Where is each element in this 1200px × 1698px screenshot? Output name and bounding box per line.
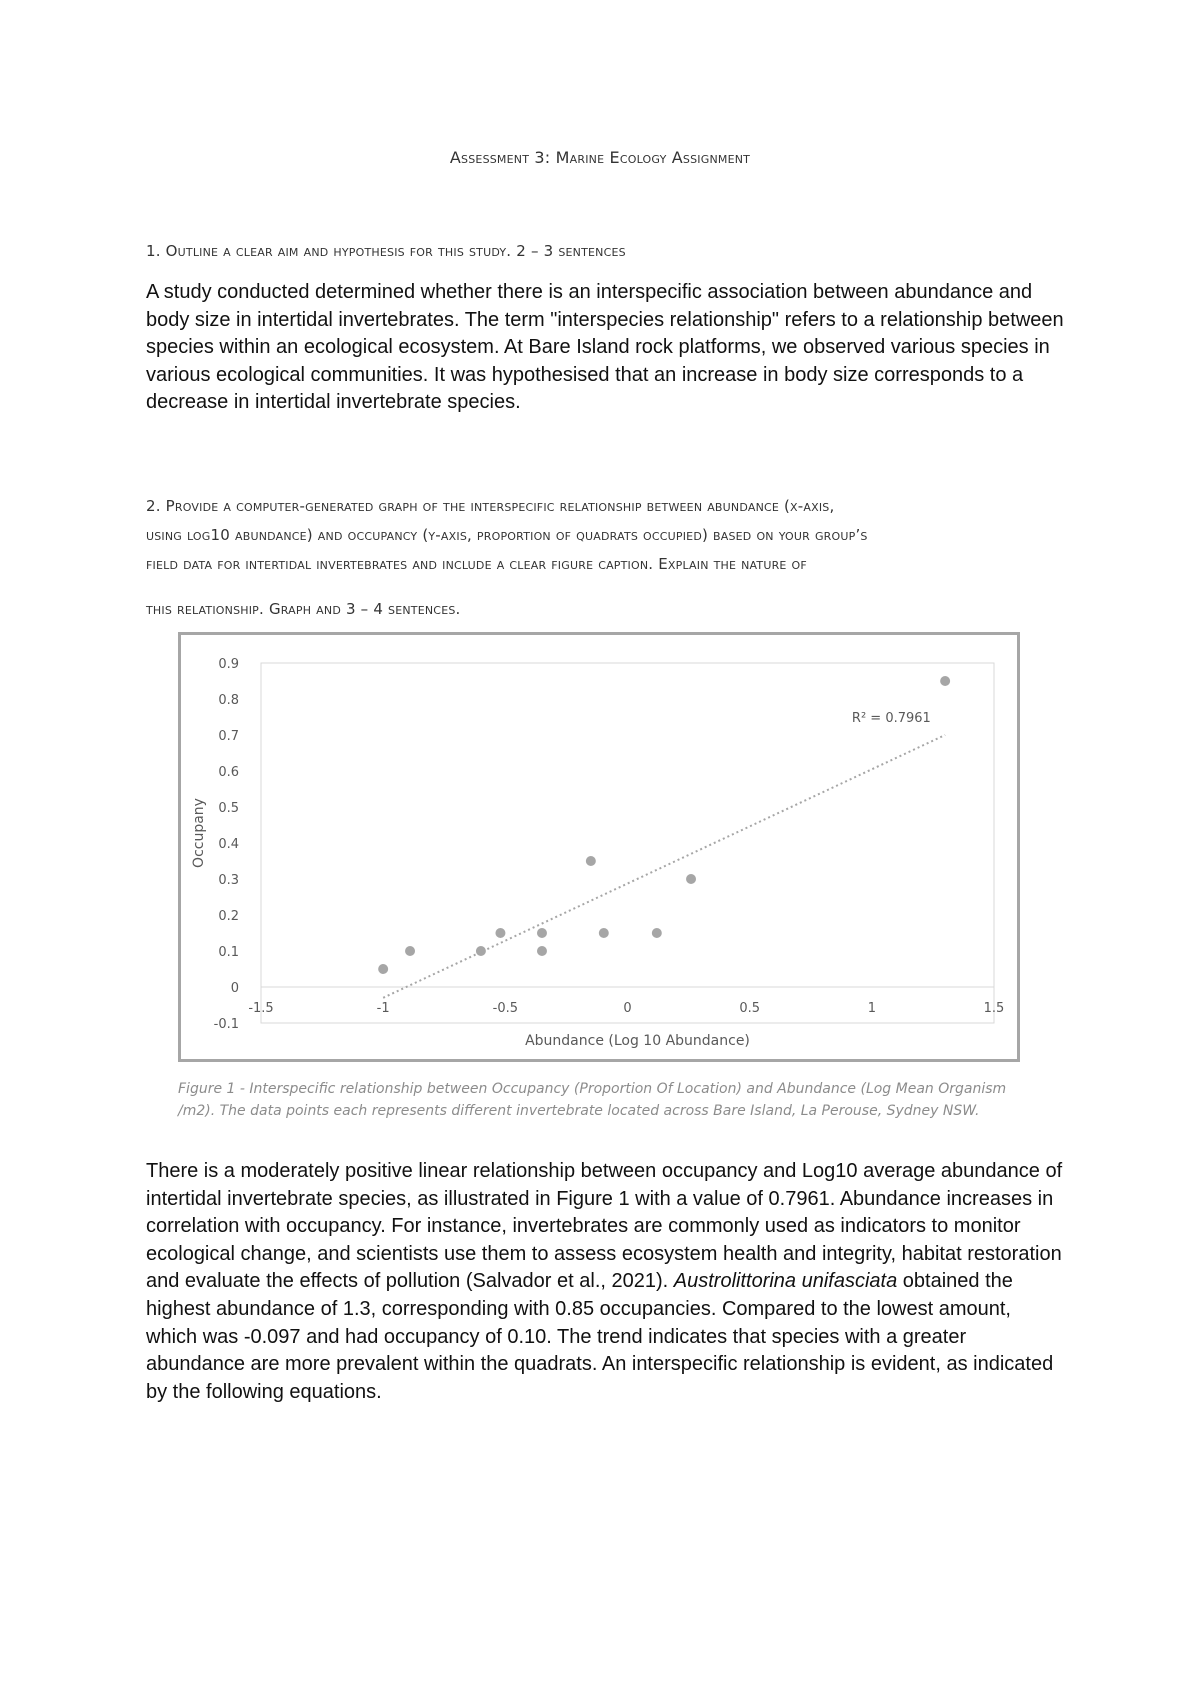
trendline <box>383 735 945 998</box>
x-tick-label: -1.5 <box>248 1001 274 1016</box>
y-tick-label: 0.4 <box>218 837 239 852</box>
y-tick-label: 0.5 <box>218 801 239 816</box>
chart-canvas <box>181 635 1017 1059</box>
data-point <box>476 946 486 956</box>
x-tick-label: 1.5 <box>983 1001 1005 1016</box>
data-point <box>586 856 596 866</box>
y-tick-label: 0 <box>230 981 239 996</box>
answer-text-part-2: obtained the highest abundance of 1.3, corresponding with 0.85 occupancies. Compared to the lowest amount, which was -0.097 and had occupancy of 0.10. The trend indicates that species with a greater abundance are more prevalent within the quadrats. An interspecific relationship is evident, as indicated by the following equations. <box>146 1270 1054 1403</box>
y-tick-label: 0.8 <box>218 693 239 708</box>
x-tick-label: 0 <box>623 1001 632 1016</box>
question-2-heading-line-2: using log10 abundance) and occupancy (y-axis, proportion of quadrats occupied) based on your group’s <box>146 526 868 544</box>
question-2-heading-line-1: 2. Provide a computer-generated graph of the interspecific relationship between abundance (x-axis, <box>146 497 835 515</box>
question-2-answer <box>146 1158 1066 1406</box>
question-2-heading-line-4: this relationship. Graph and 3 – 4 sentences. <box>146 600 461 618</box>
answer-text-part-1: There is a moderately positive linear relationship between occupancy and Log10 average abundance of intertidal invertebrate species, as illustrated in Figure 1 with a value of 0.7961. Abundance increases in correlation with occupancy. For instance, invertebrates are commonly used as indicators to monitor ecological change, and scientists use them to assess ecosystem health and integrity, habitat restoration and evaluate the effects of pollution (Salvador et al., 2021). <box>146 1160 1063 1293</box>
figure-caption: Figure 1 - Interspecific relationship between Occupancy (Proportion Of Location) and Abundance (Log Mean Organism /m2). The data points each represents different invertebrate located across Bare Island, La Perouse, Sydney NSW. <box>178 1081 1007 1119</box>
data-point <box>940 676 950 686</box>
question-2-heading-line-3: field data for intertidal invertebrates and include a clear figure caption. Explain the nature of <box>146 555 807 573</box>
data-point <box>652 928 662 938</box>
x-tick-label: -0.5 <box>492 1001 519 1016</box>
data-point <box>378 964 388 974</box>
y-tick-label: 0.1 <box>218 945 239 960</box>
y-tick-label: 0.3 <box>218 873 239 888</box>
x-tick-label: 1 <box>867 1001 876 1016</box>
data-point <box>405 946 415 956</box>
document-title: Assessment 3: Marine Ecology Assignment <box>449 148 751 167</box>
data-point <box>495 928 505 938</box>
data-point <box>537 946 547 956</box>
r-squared-label: R² = 0.7961 <box>851 711 931 726</box>
y-axis-title: Occupany <box>191 798 207 868</box>
scatter-chart <box>178 632 1020 1062</box>
x-axis-title: Abundance (Log 10 Abundance) <box>525 1033 750 1049</box>
y-tick-label: 0.2 <box>218 909 239 924</box>
data-point <box>537 928 547 938</box>
y-tick-label: 0.7 <box>218 729 239 744</box>
data-point <box>599 928 609 938</box>
y-tick-label: 0.6 <box>218 765 239 780</box>
data-point <box>686 874 696 884</box>
question-1-answer: A study conducted determined whether there is an interspecific association between abundance and body size in intertidal invertebrates. The term "interspecies relationship" refers to a relationship between species within an ecological ecosystem. At Bare Island rock platforms, we observed various species in various ecological communities. It was hypothesised that an increase in body size corresponds to a decrease in intertidal invertebrate species. <box>146 281 1064 414</box>
y-tick-label: -0.1 <box>213 1017 239 1032</box>
y-tick-label: 0.9 <box>218 657 239 672</box>
question-1-heading: 1. Outline a clear aim and hypothesis for this study. 2 – 3 sentences <box>146 242 626 260</box>
x-tick-label: 0.5 <box>739 1001 761 1016</box>
species-name: Austrolittorina unifasciata <box>673 1270 898 1293</box>
x-tick-label: -1 <box>376 1001 390 1016</box>
